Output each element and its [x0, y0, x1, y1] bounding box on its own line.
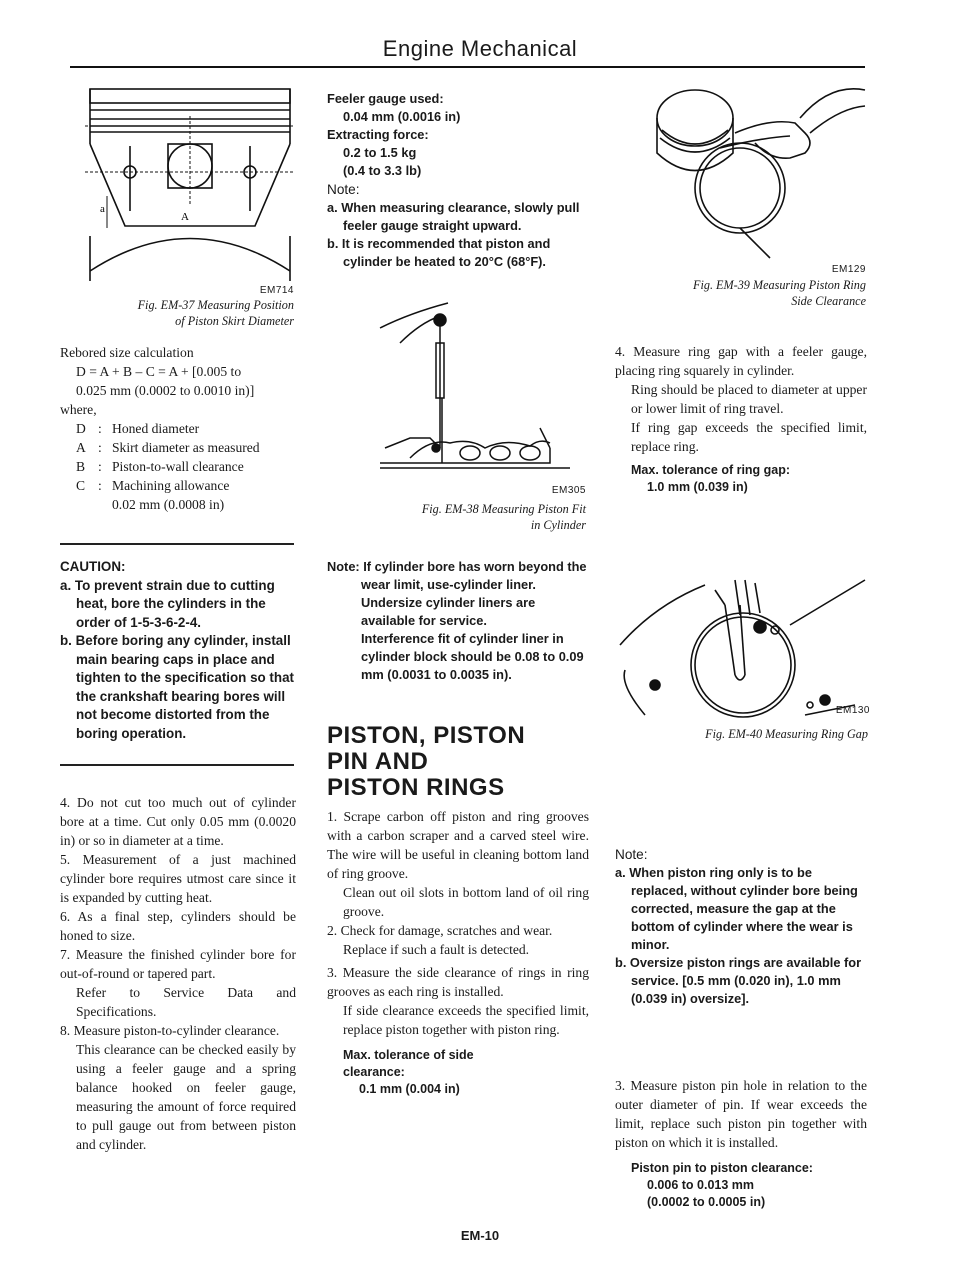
- spec-value: 0.2 to 1.5 kg: [343, 145, 417, 160]
- step-paragraph: Refer to Service Data and Specifications.: [76, 985, 296, 1019]
- feeler-spec: [327, 90, 587, 271]
- step-paragraph: 3. Measure the side clearance of rings in ring grooves as each ring is installed.: [327, 965, 589, 999]
- figure-caption: [100, 297, 294, 329]
- step-paragraph: 2. Check for damage, scratches and wear.: [327, 923, 553, 938]
- step-paragraph: 4. Measure ring gap with a feeler gauge, placing ring squarely in cylinder.: [615, 344, 867, 378]
- section-title-line: PISTON RINGS: [327, 774, 505, 801]
- note-item: Undersize cylinder liners are available for service.: [361, 595, 536, 628]
- page-header-title: Engine Mechanical: [382, 36, 578, 61]
- diagram-label-A: A: [181, 211, 189, 223]
- note-item: a. When piston ring only is to be replaced, without cylinder bore being corrected, measure the gap at the bottom of cylinder where the wear is minor.: [615, 865, 858, 952]
- caution-item: b. Before boring any cylinder, install main bearing caps in place and tighten to the specification so that the crankshaft bearing bores will not become distorted from the boring operation.: [60, 633, 294, 741]
- note-title: Note:: [615, 847, 648, 862]
- caption-line: Side Clearance: [791, 294, 866, 308]
- definition-item: C : Machining allowance: [76, 478, 230, 493]
- caption-line: in Cylinder: [530, 518, 586, 532]
- definition-item: B : Piston-to-wall clearance: [76, 459, 244, 474]
- spec-value: (0.4 to 3.3 lb): [343, 163, 422, 178]
- spec-value: (0.0002 to 0.0005 in): [647, 1195, 766, 1209]
- figure-caption: [640, 277, 866, 309]
- spec-value: 0.04 mm (0.0016 in): [343, 109, 461, 124]
- caution-rule-bottom: [60, 764, 294, 766]
- where-label: where,: [60, 402, 97, 417]
- step-paragraph: If side clearance exceeds the specified limit, replace piston together with piston ring.: [343, 1003, 589, 1037]
- ring-side-clearance-diagram: [640, 78, 870, 263]
- spec-label: Extracting force:: [327, 127, 429, 142]
- caption-line: Fig. EM-39 Measuring Piston Ring: [693, 278, 866, 292]
- formula-line: 0.025 mm (0.0002 to 0.0010 in)]: [76, 383, 255, 398]
- spec-label: Max. tolerance of ring gap:: [631, 463, 791, 477]
- ring-note: [615, 845, 868, 1008]
- caution-title: CAUTION:: [60, 559, 126, 574]
- definition-item: D : Honed diameter: [76, 421, 200, 436]
- caution-box: [60, 558, 294, 743]
- def-key: D: [76, 421, 86, 436]
- step-paragraph: If ring gap exceeds the specified limit, replace ring.: [631, 420, 867, 454]
- caution-item: a. To prevent strain due to cutting heat, bore the cylinders in the order of 1-5-3-6-2-4.: [60, 577, 275, 630]
- note-title: Note:: [327, 182, 360, 197]
- spec-label: clearance:: [343, 1065, 405, 1079]
- figure-code: EM129: [831, 264, 866, 275]
- def-text: Piston-to-wall clearance: [112, 459, 244, 474]
- ring-gap-spec: [615, 462, 867, 496]
- formula-line: D = A + B – C = A + [0.005 to: [76, 364, 242, 379]
- liner-note: [327, 558, 589, 684]
- side-clearance-spec: [327, 1047, 589, 1098]
- spec-value: 0.1 mm (0.004 in): [359, 1082, 460, 1096]
- figure-code: EM130: [835, 705, 870, 716]
- piston-steps: [327, 807, 589, 1098]
- def-key: C: [76, 478, 86, 493]
- caption-line: Fig. EM-38 Measuring Piston Fit: [421, 502, 586, 516]
- section-title-line: PISTON, PISTON: [327, 722, 526, 749]
- def-key: B: [76, 459, 86, 474]
- def-text: Honed diameter: [112, 421, 200, 436]
- step-paragraph: 5. Measurement of a just machined cylinder bore requires utmost care since it is expanded by cutting heat.: [60, 852, 296, 905]
- caption-line: of Piston Skirt Diameter: [175, 314, 294, 328]
- step-paragraph: Clean out oil slots in bottom land of oil ring groove.: [343, 885, 589, 919]
- rebored-title: Rebored size calculation: [60, 345, 194, 360]
- page-number: EM-10: [460, 1228, 500, 1243]
- piston-fit-diagram: [370, 298, 590, 483]
- figure-caption: Fig. EM-40 Measuring Ring Gap: [705, 727, 868, 741]
- pin-hole-step: [615, 1076, 867, 1211]
- step-paragraph: 8. Measure piston-to-cylinder clearance.: [60, 1023, 280, 1038]
- step-paragraph: Ring should be placed to diameter at upper or lower limit of ring travel.: [631, 382, 867, 416]
- ring-gap-step: [615, 342, 867, 496]
- spec-value: 0.006 to 0.013 mm: [647, 1178, 755, 1192]
- definition-item: [76, 495, 300, 514]
- definition-list: [60, 419, 300, 514]
- step-paragraph: 7. Measure the finished cylinder bore for out-of-round or tapered part.: [60, 947, 296, 981]
- step-paragraph: This clearance can be checked easily by using a feeler gauge and a spring balance hooked on feeler gauge, measuring the amount of force required to pull gauge out from between piston and cylinder.: [76, 1042, 296, 1152]
- caution-rule-top: [60, 543, 294, 545]
- pin-clearance-spec: [615, 1160, 867, 1211]
- header-rule: [70, 66, 865, 68]
- note-item: b. It is recommended that piston and cylinder be heated to 20°C (68°F).: [327, 236, 551, 269]
- section-title-line: PIN AND: [327, 748, 429, 775]
- note-item: Interference fit of cylinder liner in cylinder block should be 0.08 to 0.09 mm (0.0031 to 0.0035 in).: [361, 631, 584, 682]
- def-key: A: [76, 440, 86, 455]
- step-paragraph: 1. Scrape carbon off piston and ring grooves with a carbon scraper and a carved steel wire. The wire will be useful in cleaning bottom land of ring groove.: [327, 809, 589, 881]
- caption-line: Fig. EM-37 Measuring Position: [137, 298, 294, 312]
- section-title: [327, 723, 589, 801]
- def-text: Skirt diameter as measured: [112, 440, 260, 455]
- figure-code: EM305: [551, 485, 586, 496]
- spec-label: Max. tolerance of side: [343, 1048, 474, 1062]
- diagram-label-a: a: [100, 203, 105, 215]
- note-item: b. Oversize piston rings are available for service. [0.5 mm (0.020 in), 1.0 mm (0.039 in) oversize].: [615, 955, 862, 1006]
- figure-caption: [370, 501, 586, 533]
- figure-code: EM714: [259, 285, 294, 296]
- note-item: Note: If cylinder bore has worn beyond the wear limit, use-cylinder liner.: [327, 559, 587, 592]
- spec-label: Feeler gauge used:: [327, 91, 444, 106]
- piston-skirt-diagram: [85, 86, 295, 281]
- def-value: 0.02 mm (0.0008 in): [112, 497, 225, 512]
- spec-value: 1.0 mm (0.039 in): [647, 480, 748, 494]
- step-paragraph: 6. As a final step, cylinders should be honed to size.: [60, 909, 296, 943]
- step-paragraph: 3. Measure piston pin hole in relation to the outer diameter of pin. If wear exceeds the limit, replace such piston pin together with piston on which it is installed.: [615, 1078, 867, 1150]
- boring-steps: [60, 793, 296, 1154]
- ring-gap-diagram: [615, 575, 870, 720]
- rebored-calculation: [60, 343, 300, 514]
- definition-item: A : Skirt diameter as measured: [76, 440, 260, 455]
- note-item: a. When measuring clearance, slowly pull feeler gauge straight upward.: [327, 200, 580, 233]
- def-text: Machining allowance: [112, 478, 230, 493]
- step-paragraph: Replace if such a fault is detected.: [343, 942, 530, 957]
- step-paragraph: 4. Do not cut too much out of cylinder bore at a time. Cut only 0.05 mm (0.0020 in) or so in diameter at a time.: [60, 795, 296, 848]
- spec-label: Piston pin to piston clearance:: [631, 1161, 813, 1175]
